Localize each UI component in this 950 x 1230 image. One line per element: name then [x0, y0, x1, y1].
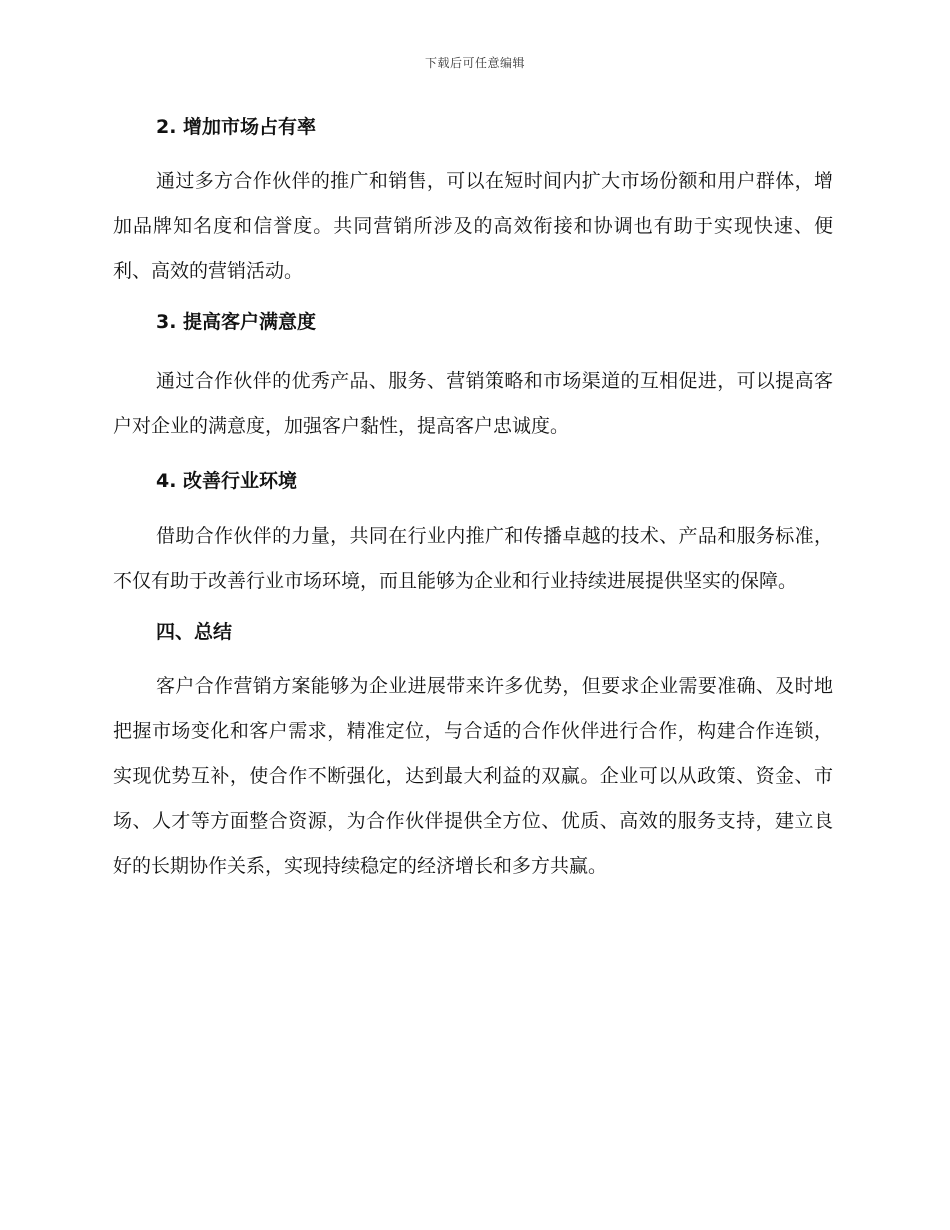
- document-body: [113, 112, 833, 889]
- header-note: 下载后可任意编辑: [424, 56, 525, 70]
- section-paragraph-industry-environment: 借助合作伙伴的力量，共同在行业内推广和传播卓越的技术、产品和服务标准，不仅有助于改善行业市场环境，而且能够为企业和行业持续进展提供坚实的保障。: [113, 525, 833, 592]
- section-paragraph-market-share: 通过多方合作伙伴的推广和销售，可以在短时间内扩大市场份额和用户群体，增加品牌知名度和信誉度。共同营销所涉及的高效衔接和协调也有助于实现快速、便利、高效的营销活动。: [113, 170, 833, 282]
- section-heading-industry-environment: 4. 改善行业环境: [156, 470, 298, 492]
- section-heading-customer-satisfaction: 3. 提高客户满意度: [156, 311, 317, 333]
- section-heading-market-share: 2. 增加市场占有率: [156, 116, 317, 138]
- section-paragraph-customer-satisfaction: 通过合作伙伴的优秀产品、服务、营销策略和市场渠道的互相促进，可以提高客户对企业的满意度，加强客户黏性，提高客户忠诚度。: [113, 370, 833, 437]
- section-heading-summary: 四、总结: [156, 621, 233, 643]
- section-paragraph-summary: 客户合作营销方案能够为企业进展带来许多优势，但要求企业需要准确、及时地把握市场变化和客户需求，精准定位，与合适的合作伙伴进行合作，构建合作连锁，实现优势互补，使合作不断强化，达到最大利益的双赢。企业可以从政策、资金、市场、人才等方面整合资源，为合作伙伴提供全方位、优质、高效的服务支持，建立良好的长期协作关系，实现持续稳定的经济增长和多方共赢。: [113, 675, 833, 877]
